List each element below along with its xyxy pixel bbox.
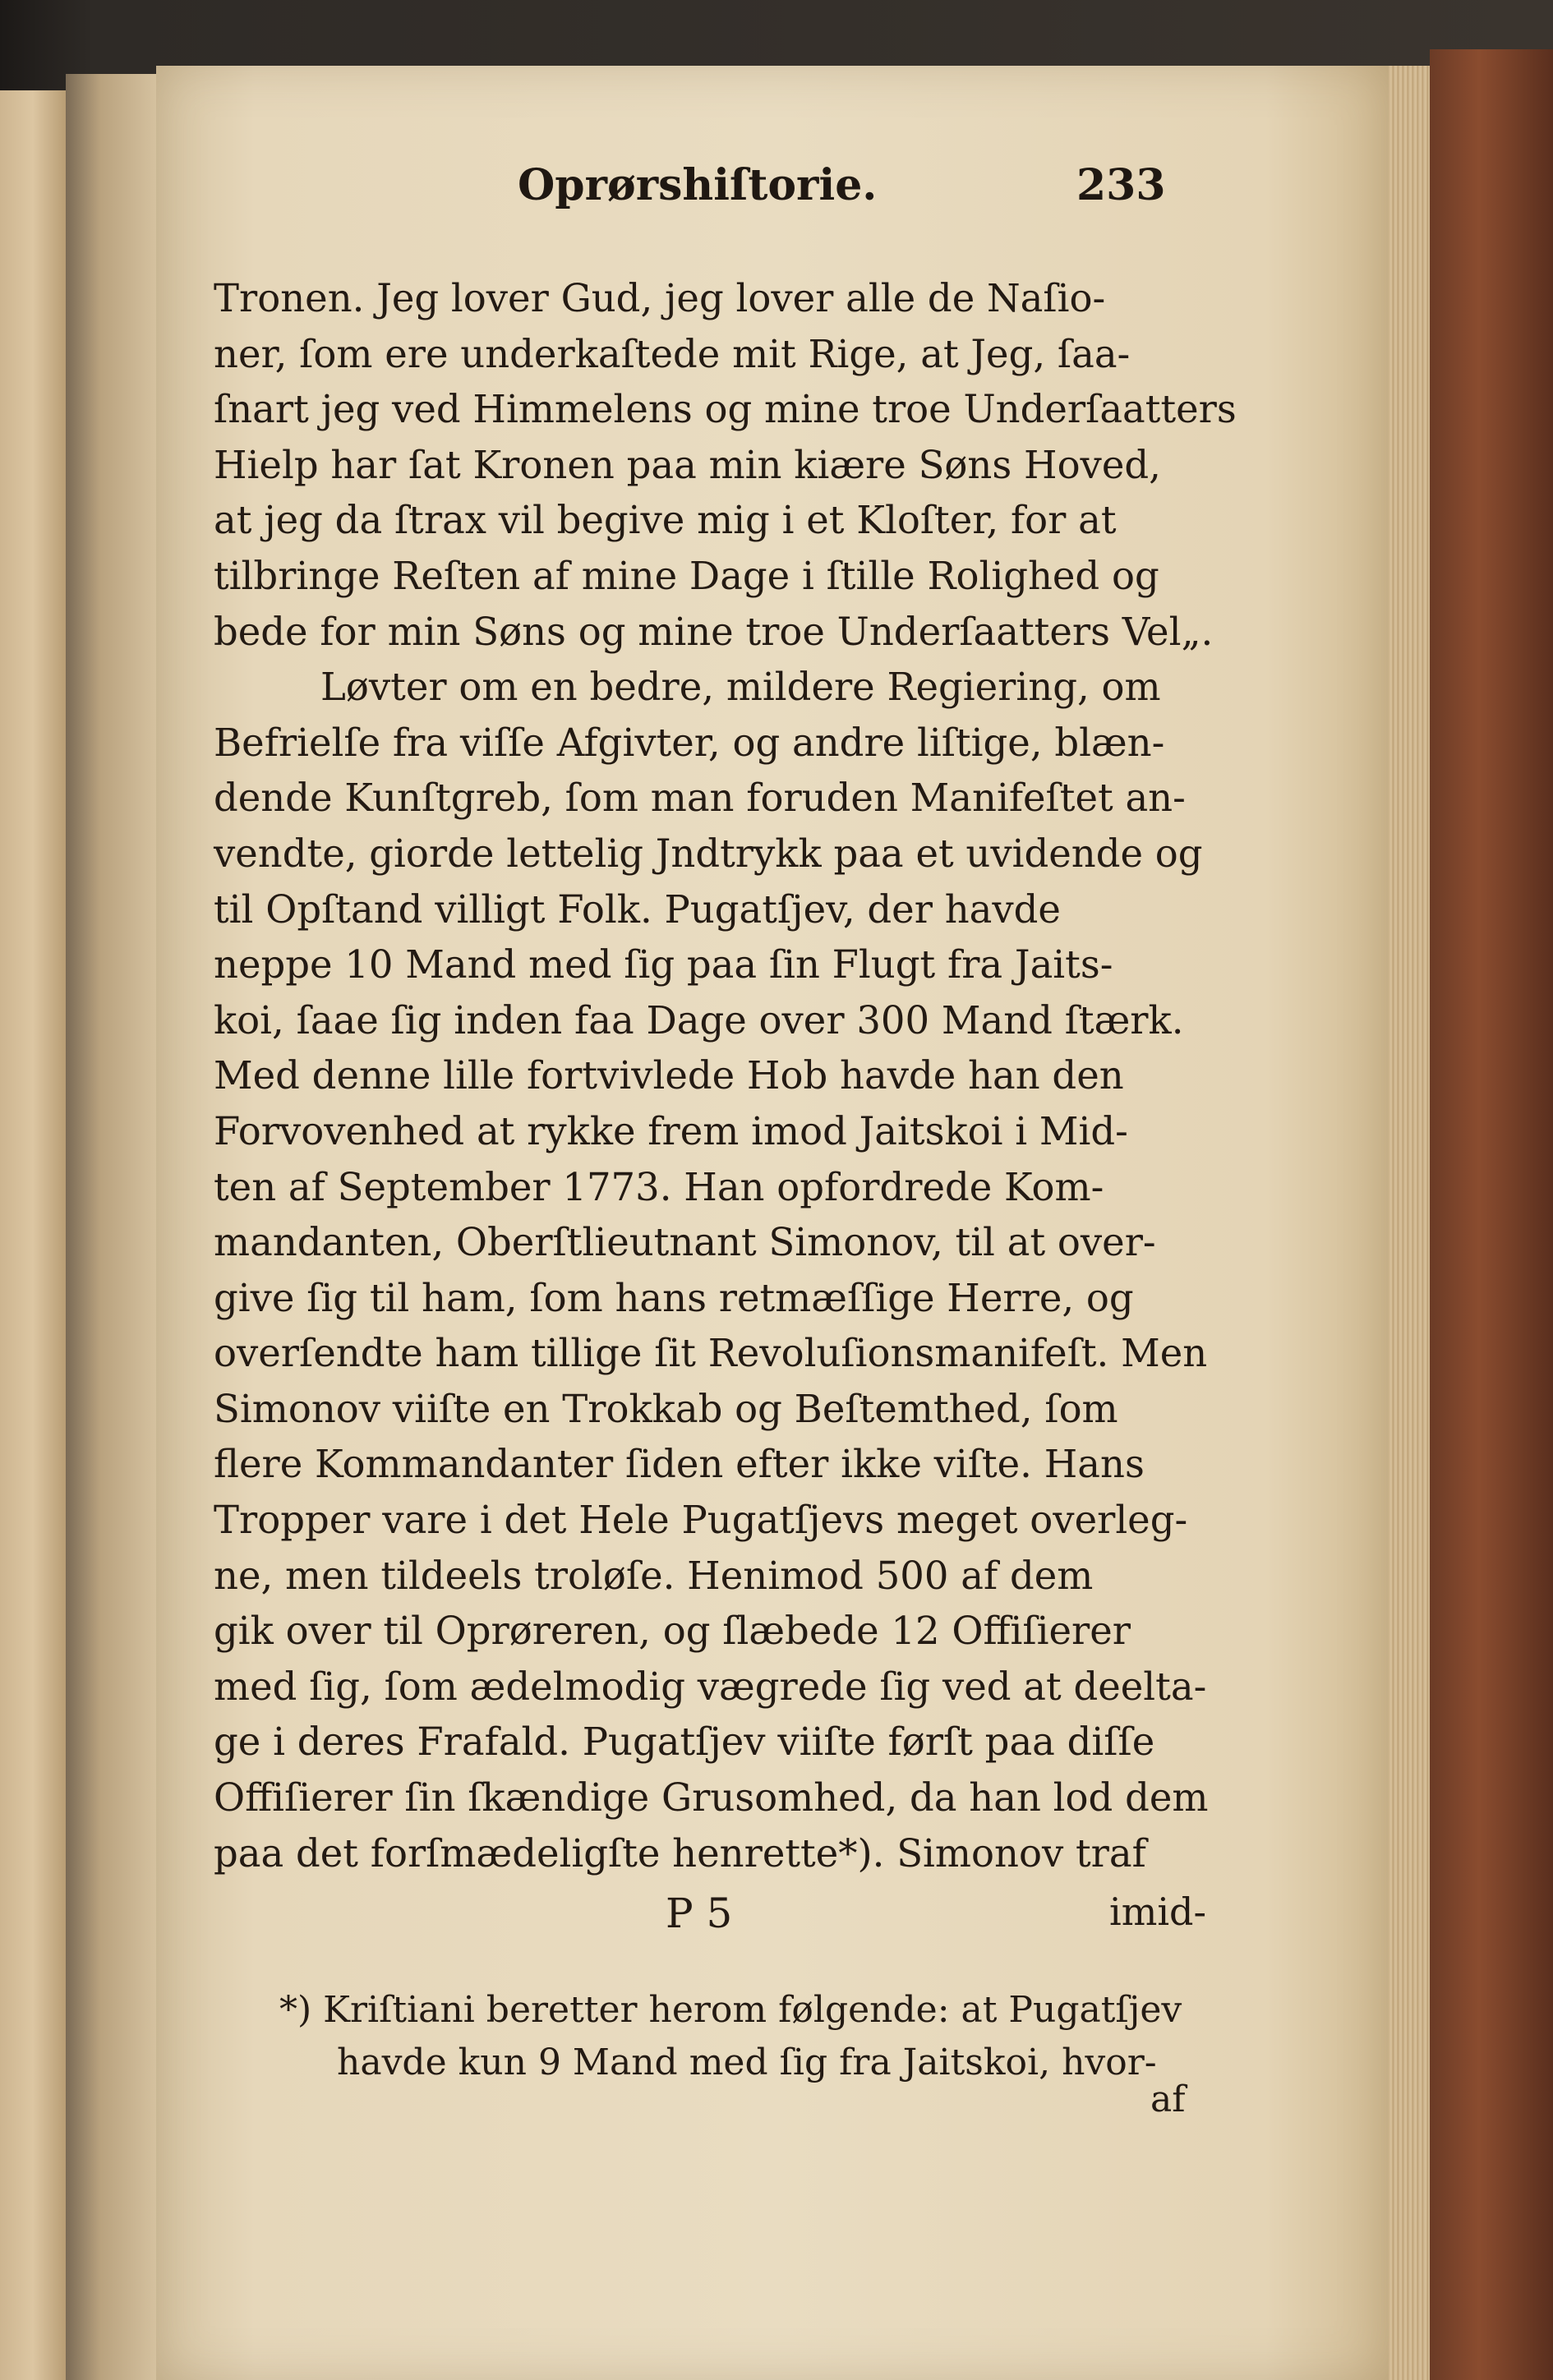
text-line: ſnart jeg ved Himmelens og mine troe Underſaatters [214, 387, 1237, 432]
text-line: at jeg da ſtrax vil begive mig i et Kloſter, for at [214, 498, 1117, 543]
page-number: 233 [1076, 160, 1166, 210]
text-line: ge i deres Frafald. Pugatſjev viiſte førſt paa diſſe [214, 1719, 1155, 1765]
text-line: ten af September 1773. Han opfordrede Kom- [214, 1164, 1104, 1209]
text-line: Simonov viiſte en Trokkab og Beſtemthed, ſom [214, 1386, 1118, 1431]
text-line: Løvter om en bedre, mildere Regiering, om [320, 665, 1161, 710]
footnote [279, 1984, 1208, 2089]
text-line: Tronen. Jeg lover Gud, jeg lover alle de Naſio- [214, 276, 1106, 320]
text-line: Forvovenhed at rykke frem imod Jaitskoi i Mid- [214, 1108, 1128, 1153]
text-line: ner, ſom ere underkaſtede mit Rige, at Jeg, ſaa- [214, 331, 1131, 376]
book-gutter [66, 74, 164, 2380]
text-line: Med denne lille fortvivlede Hob havde han den [214, 1053, 1124, 1098]
footnote-line: havde kun 9 Mand med ſig fra Jaitskoi, hvor- [337, 2042, 1157, 2083]
body-text [214, 271, 1237, 1881]
text-line: bede for min Søns og mine troe Underſaatters Vel„. [214, 609, 1214, 654]
signature-mark: P 5 [666, 1890, 733, 1937]
text-line: tilbringe Reſten af mine Dage i ſtille Rolighed og [214, 553, 1159, 598]
text-line: koi, ſaae ſig inden faa Dage over 300 Mand ſtærk. [214, 997, 1184, 1043]
running-head: Oprørshiſtorie. [518, 160, 878, 210]
text-line: neppe 10 Mand med ſig paa ſin Flugt fra Jaits- [214, 942, 1113, 987]
text-line: ne, men tildeels troløſe. Henimod 500 af dem [214, 1553, 1094, 1598]
text-line: give ſig til ham, ſom hans retmæſſige Herre, og [214, 1275, 1134, 1320]
text-line: dende Kunſtgreb, ſom man foruden Manifeſtet an- [214, 776, 1186, 821]
text-line: vendte, giorde lettelig Jndtrykk paa et uvidende og [214, 831, 1203, 876]
catchword: imid- [1109, 1890, 1207, 1934]
text-line: mandanten, Oberſtlieutnant Simonov, til at over- [214, 1220, 1156, 1265]
text-line: Offiſierer ſin ſkændige Grusomhed, da han lod dem [214, 1775, 1209, 1821]
text-line: med ſig, ſom ædelmodig vægrede ſig ved at deelta- [214, 1664, 1207, 1709]
book-cover-edge [1430, 49, 1553, 2380]
text-line: Befrielſe fra viſſe Afgivter, og andre liſtige, blæn- [214, 720, 1165, 765]
text-line: Hielp har ſat Kronen paa min kiære Søns Hoved, [214, 442, 1161, 487]
text-line: overſendte ham tillige ſit Revoluſionsmanifeſt. Men [214, 1331, 1208, 1376]
text-line: til Opſtand villigt Folk. Pugatſjev, der havde [214, 886, 1061, 932]
footnote-catchword: af [1150, 2078, 1186, 2120]
text-line: Tropper vare i det Hele Pugatſjevs meget overleg- [214, 1498, 1188, 1543]
footnote-line: *) Kriſtiani beretter herom følgende: at Pugatſjev [279, 1989, 1182, 2031]
text-line: paa det forſmædeligſte henrette*). Simonov traf [214, 1830, 1146, 1876]
text-line: flere Kommandanter ſiden efter ikke viſte. Hans [214, 1442, 1145, 1487]
text-line: gik over til Oprøreren, og ſlæbede 12 Offiſierer [214, 1609, 1131, 1654]
facing-page-edge [0, 90, 66, 2380]
